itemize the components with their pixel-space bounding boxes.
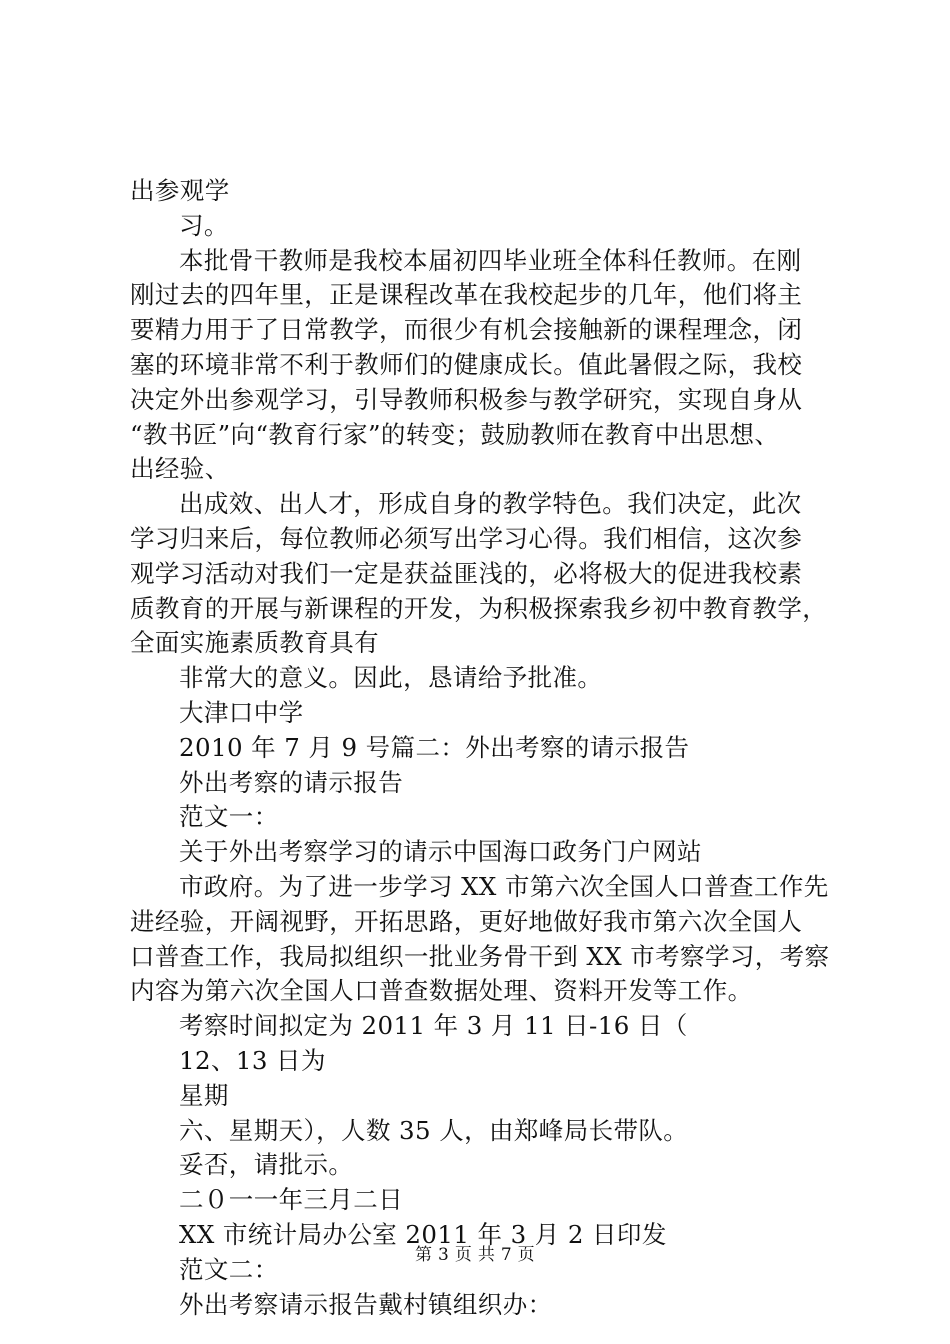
body-line: 质教育的开展与新课程的开发，为积极探索我乡初中教育教学， (130, 593, 828, 623)
body-line: 决定外出参观学习，引导教师积极参与教学研究，实现自身从 (130, 384, 803, 414)
body-line: “教书匠”向“教育行家”的转变；鼓励教师在教育中出思想、 (130, 419, 780, 449)
document-body (130, 174, 830, 1322)
body-line: 考察时间拟定为 2011 年 3 月 11 日-16 日（ (179, 1011, 688, 1041)
body-line: 习。 (179, 210, 229, 240)
body-line: XX 市统计局办公室 2011 年 3 月 2 日印发 (179, 1219, 667, 1249)
body-line: 出参观学 (130, 176, 230, 205)
body-line: 范文二： (179, 1254, 279, 1284)
body-line: 非常大的意义。因此，恳请给予批准。 (179, 663, 603, 693)
body-line: 全面实施素质教育具有 (130, 628, 379, 658)
body-line: 六、星期天），人数 35 人，由郑峰局长带队。 (179, 1115, 689, 1145)
body-line: 进经验，开阔视野，开拓思路，更好地做好我市第六次全国人 (130, 906, 803, 936)
body-line: 学习归来后，每位教师必须写出学习心得。我们相信，这次参 (130, 523, 803, 553)
page-footer: 第 3 页 共 7 页 (415, 1245, 535, 1265)
body-line: 塞的环境非常不利于教师们的健康成长。值此暑假之际，我校 (130, 349, 803, 379)
body-line: 本批骨干教师是我校本届初四毕业班全体科任教师。在刚 (179, 245, 802, 275)
body-line: 关于外出考察学习的请示中国海口政务门户网站 (179, 837, 702, 867)
body-line: 内容为第六次全国人口普查数据处理、资料开发等工作。 (130, 976, 753, 1006)
body-line: 外出考察的请示报告 (179, 767, 404, 797)
body-line: 大津口中学 (179, 697, 304, 727)
body-line: 市政府。为了进一步学习 XX 市第六次全国人口普查工作先 (179, 871, 829, 901)
body-line: 范文一： (179, 802, 279, 832)
body-line: 出经验、 (130, 454, 230, 484)
body-line: 星期 (179, 1080, 229, 1110)
body-line: 要精力用于了日常教学，而很少有机会接触新的课程理念，闭 (130, 315, 803, 345)
body-line: 2010 年 7 月 9 号篇二：外出考察的请示报告 (179, 732, 690, 762)
body-line: 出成效、出人才，形成自身的教学特色。我们决定，此次 (179, 489, 802, 519)
body-line: 刚过去的四年里，正是课程改革在我校起步的几年，他们将主 (130, 280, 803, 310)
body-line: 观学习活动对我们一定是获益匪浅的，必将极大的促进我校素 (130, 558, 803, 588)
body-line: 12、13 日为 (179, 1045, 326, 1075)
body-line: 二０一一年三月二日 (179, 1185, 404, 1215)
body-line: 妥否，请批示。 (179, 1150, 354, 1180)
body-line: 外出考察请示报告戴村镇组织办： (179, 1289, 553, 1319)
body-line: 口普查工作，我局拟组织一批业务骨干到 XX 市考察学习，考察 (130, 941, 830, 971)
